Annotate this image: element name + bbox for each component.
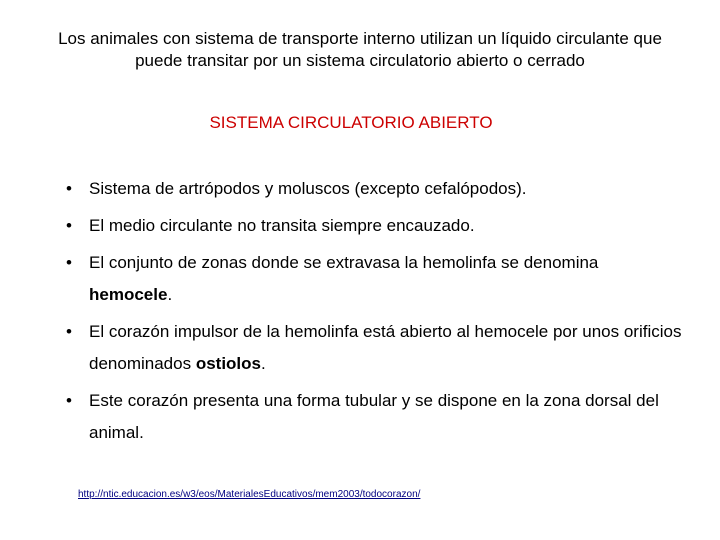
section-title: SISTEMA CIRCULATORIO ABIERTO (209, 113, 493, 132)
bullet-text: Sistema de artrópodos y moluscos (excepto cefalópodos). (89, 179, 527, 198)
bullet-dot-icon: • (66, 322, 72, 341)
bullet-dot-icon: • (66, 391, 72, 410)
bullet-item (64, 210, 684, 242)
intro-line-2: puede transitar por un sistema circulatorio abierto o cerrado (135, 51, 585, 70)
bullet-dot-icon: • (66, 253, 72, 272)
source-link[interactable]: http://ntic.educacion.es/w3/eos/MaterialesEducativos/mem2003/todocorazon/ (78, 489, 421, 500)
key-term: ostiolos (195, 354, 261, 373)
bullet-item (64, 173, 684, 205)
bullet-text: Este corazón presenta una forma tubular y se dispone en la zona dorsal del animal. (89, 391, 659, 442)
bullet-item (64, 247, 684, 311)
bullet-dot-icon: • (66, 216, 72, 235)
bullet-text-end: . (260, 354, 266, 373)
bullet-list (64, 173, 684, 454)
bullet-text: El corazón impulsor de la hemolinfa está abierto al hemocele por unos orificios denominados (89, 322, 682, 373)
key-term: hemocele (89, 285, 168, 304)
bullet-text: El conjunto de zonas donde se extravasa la hemolinfa se denomina (89, 253, 599, 272)
bullet-item (64, 385, 684, 449)
intro-text (20, 28, 700, 72)
bullet-item (64, 316, 684, 380)
bullet-dot-icon: • (66, 179, 72, 198)
intro-line-1: Los animales con sistema de transporte interno utilizan un líquido circulante que (58, 29, 662, 48)
bullet-text: El medio circulante no transita siempre encauzado. (89, 216, 475, 235)
bullet-text-end: . (167, 285, 173, 304)
